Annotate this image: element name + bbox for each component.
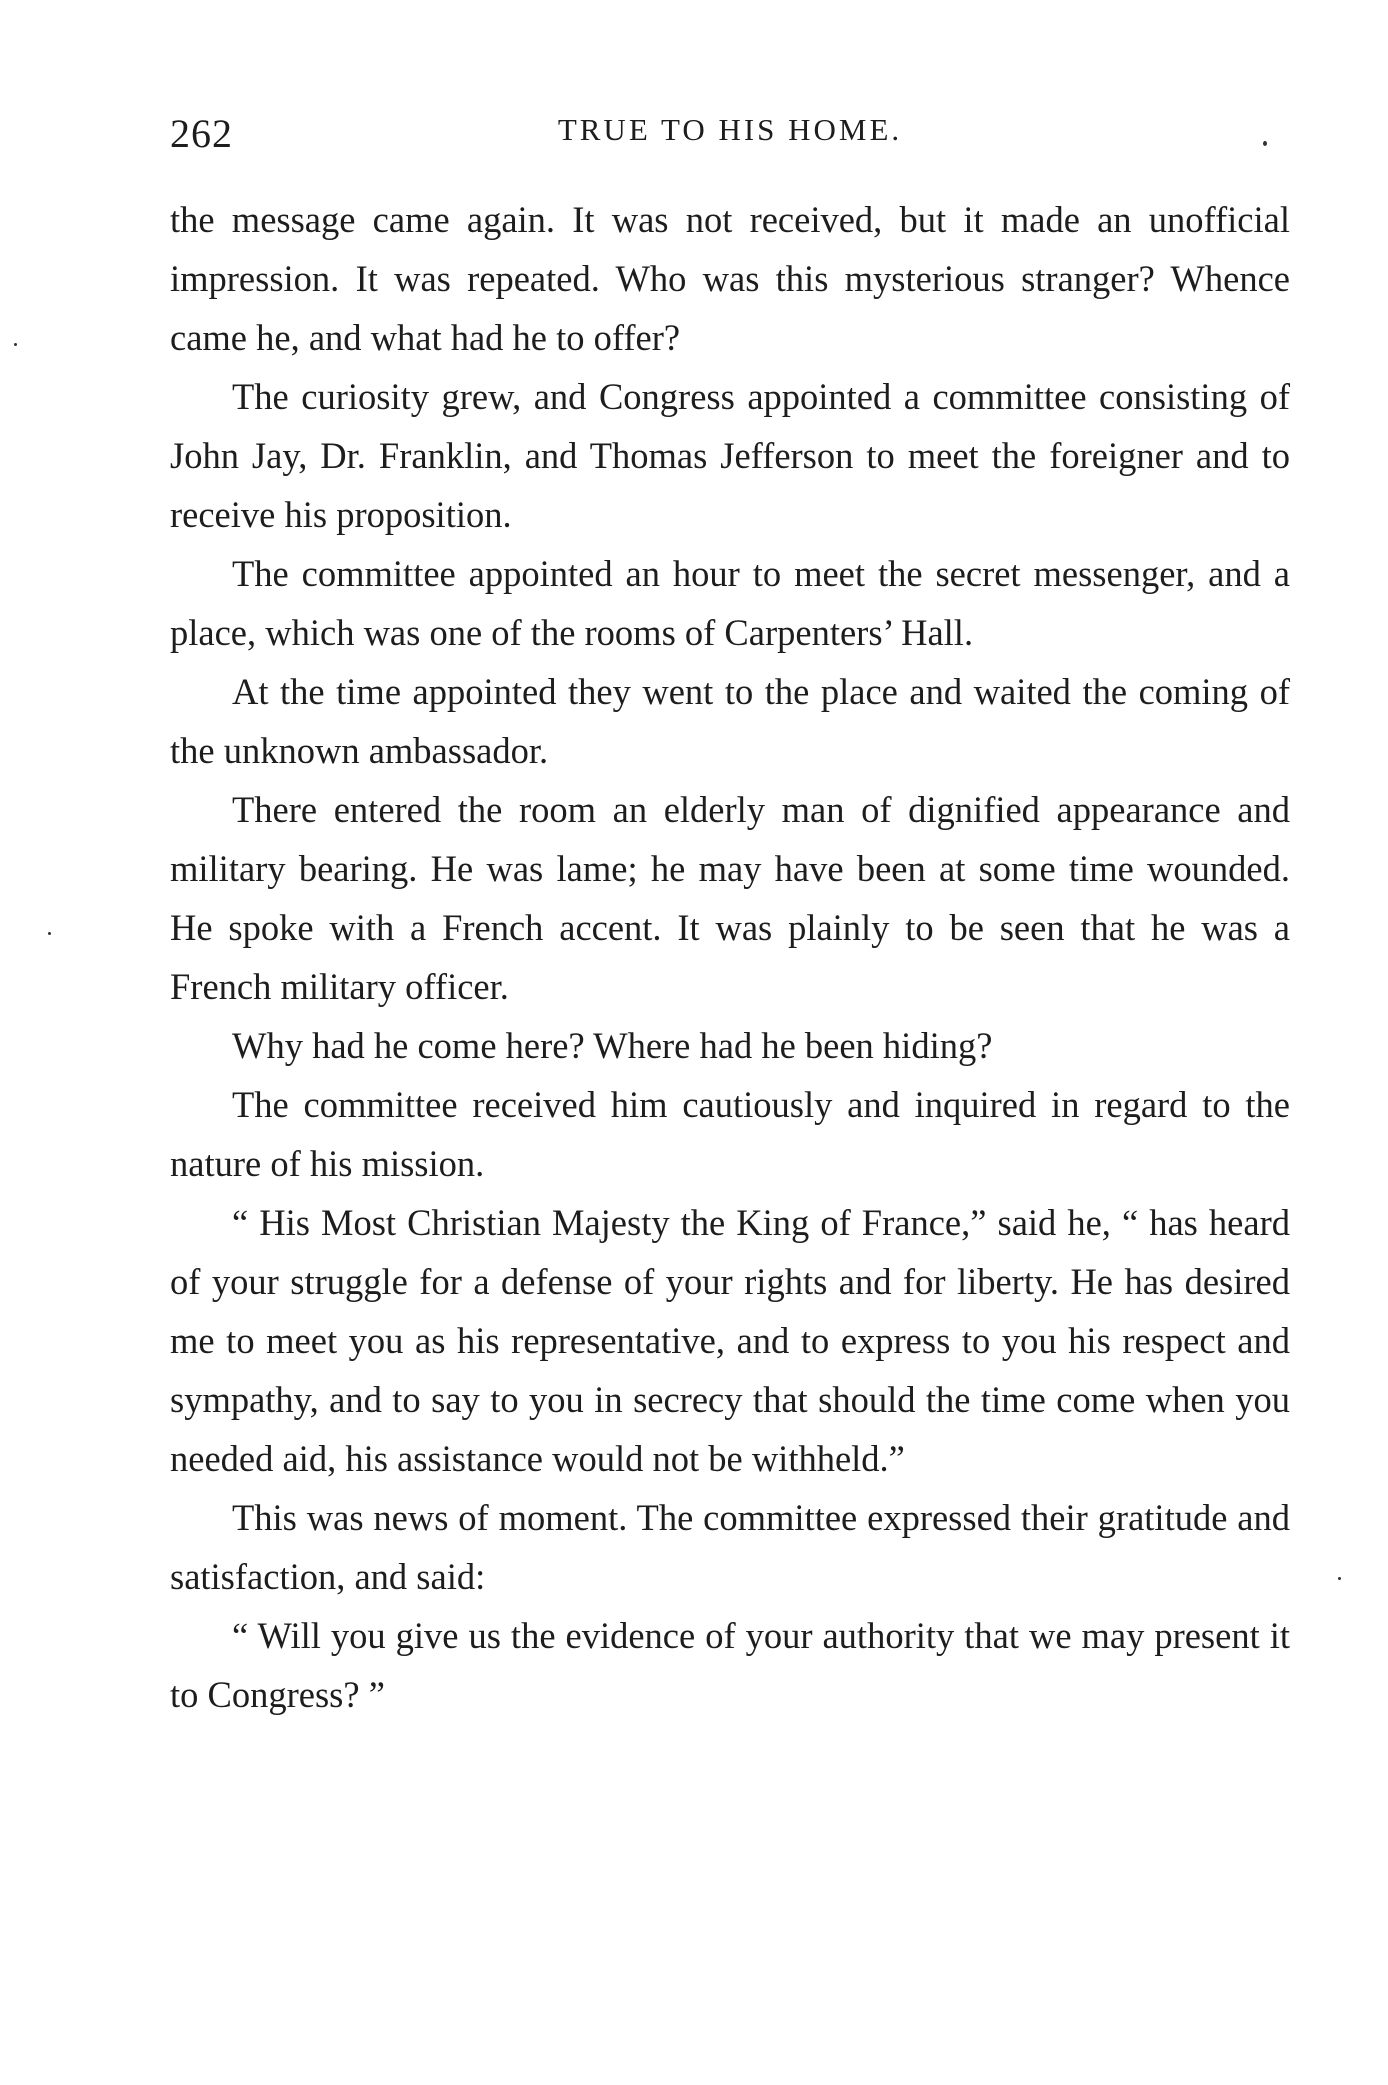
print-speck [1338, 1577, 1341, 1580]
print-speck [48, 932, 51, 935]
paragraph: the message came again. It was not received, but it made an unofficial impression. It was repeated. Who was this mysterious stranger? Whence came he, and what had he to offer? [170, 199, 1290, 358]
paragraph: The curiosity grew, and Congress appointed a committee consisting of John Jay, Dr. Franklin, and Thomas Jefferson to meet the foreigner and to receive his proposition. [170, 376, 1290, 535]
running-title: TRUE TO HIS HOME. [557, 112, 903, 147]
paragraph: There entered the room an elderly man of dignified appearance and military bearing. He was lame; he may have been at some time wounded. He spoke with a French accent. It was plainly to be seen that he was a French military officer. [170, 789, 1290, 1007]
paragraph: The committee appointed an hour to meet the secret messenger, and a place, which was one of the rooms of Carpenters’ Hall. [170, 553, 1290, 653]
print-speck [1263, 141, 1267, 146]
paragraph: Why had he come here? Where had he been hiding? [232, 1025, 993, 1066]
page-header [170, 110, 1290, 160]
body-text [170, 190, 1290, 1724]
paragraph: “ His Most Christian Majesty the King of France,” said he, “ has heard of your struggle for a defense of your rights and for liberty. He has desired me to meet you as his representative, and to express to you his respect and sympathy, and to say to you in secrecy that should the time come when you needed aid, his assistance would not be withheld.” [170, 1202, 1290, 1479]
page-number: 262 [170, 111, 233, 156]
paragraph: This was news of moment. The committee expressed their gratitude and satisfaction, and said: [170, 1497, 1290, 1597]
paragraph: “ Will you give us the evidence of your authority that we may present it to Congress? ” [170, 1615, 1290, 1715]
paragraph: The committee received him cautiously and inquired in regard to the nature of his mission. [170, 1084, 1290, 1184]
paragraph: At the time appointed they went to the place and waited the coming of the unknown ambassador. [170, 671, 1290, 771]
print-speck [14, 343, 17, 346]
